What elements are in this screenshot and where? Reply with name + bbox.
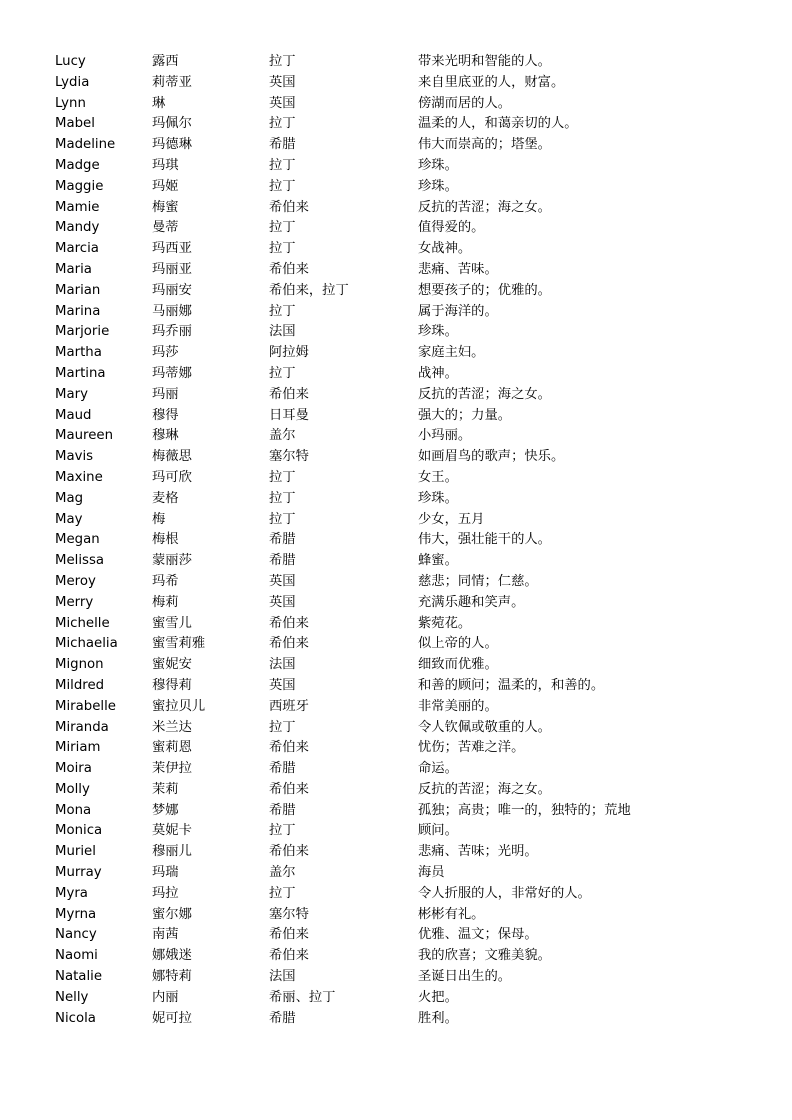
chinese-name: 玛佩尔: [152, 116, 192, 132]
name-meaning: 珍珠。: [418, 490, 458, 506]
name-meaning: 女王。: [418, 469, 458, 485]
chinese-name: 玛莎: [152, 345, 179, 361]
name-meaning: 温柔的人，和蔼亲切的人。: [418, 116, 578, 132]
english-name: Martha: [55, 345, 102, 361]
english-name: Nicola: [55, 1010, 96, 1026]
chinese-name: 梅莉: [152, 594, 179, 610]
chinese-name: 蜜雪莉雅: [152, 636, 206, 652]
english-name: Madge: [55, 157, 100, 173]
chinese-name: 茉伊拉: [152, 761, 192, 777]
name-origin: 拉丁: [269, 303, 296, 319]
name-origin: 拉丁: [269, 220, 296, 236]
english-name: Megan: [55, 532, 100, 548]
name-meaning: 顾问。: [418, 823, 458, 839]
table-row: [55, 385, 755, 406]
name-meaning: 珍珠。: [418, 324, 458, 340]
chinese-name: 梅蜜: [152, 199, 179, 215]
chinese-name: 蒙丽莎: [152, 553, 192, 569]
name-meaning: 和善的顾问；温柔的，和善的。: [418, 677, 605, 693]
name-meaning: 火把。: [418, 989, 458, 1005]
name-origin: 希腊: [269, 137, 296, 153]
name-origin: 希伯来: [269, 948, 309, 964]
english-name: Marina: [55, 303, 101, 319]
name-origin: 阿拉姆: [269, 345, 309, 361]
chinese-name: 玛瑞: [152, 865, 179, 881]
table-row: [55, 468, 755, 489]
english-name: Mignon: [55, 657, 104, 673]
chinese-name: 妮可拉: [152, 1010, 192, 1026]
table-row: [55, 1009, 755, 1030]
table-row: [55, 426, 755, 447]
chinese-name: 露西: [152, 54, 179, 69]
table-row: [55, 135, 755, 156]
name-origin: 英国: [269, 573, 296, 589]
table-row: [55, 780, 755, 801]
name-meaning: 家庭主妇。: [418, 345, 485, 361]
name-origin: 法国: [269, 657, 296, 673]
chinese-name: 玛拉: [152, 885, 179, 901]
name-meaning: 胜利。: [418, 1010, 458, 1026]
name-origin: 日耳曼: [269, 407, 309, 423]
english-name: Michelle: [55, 615, 110, 631]
english-name: Muriel: [55, 844, 96, 860]
chinese-name: 玛丽亚: [152, 261, 192, 277]
english-name: May: [55, 511, 83, 527]
name-meaning: 非常美丽的。: [418, 698, 498, 714]
name-meaning: 反抗的苦涩；海之女。: [418, 386, 551, 402]
name-meaning: 忧伤；苦难之洋。: [418, 740, 525, 756]
name-origin: 拉丁: [269, 823, 296, 839]
name-origin: 拉丁: [269, 469, 296, 485]
table-row: [55, 322, 755, 343]
table-row: [55, 821, 755, 842]
chinese-name: 玛琪: [152, 157, 179, 173]
name-meaning: 令人折服的人，非常好的人。: [418, 885, 591, 901]
chinese-name: 穆琳: [152, 428, 179, 444]
chinese-name: 麦格: [152, 490, 179, 506]
chinese-name: 玛丽安: [152, 282, 192, 298]
table-row: [55, 967, 755, 988]
english-name: Martina: [55, 365, 106, 381]
name-origin: 西班牙: [269, 698, 309, 714]
english-name: Mona: [55, 802, 92, 818]
name-meaning: 珍珠。: [418, 157, 458, 173]
name-origin: 英国: [269, 594, 296, 610]
name-origin: 拉丁: [269, 116, 296, 132]
english-name: Mamie: [55, 199, 100, 215]
english-name: Miranda: [55, 719, 109, 735]
table-row: [55, 406, 755, 427]
name-origin: 希伯来: [269, 261, 309, 277]
name-meaning: 悲痛、苦味。: [418, 261, 498, 277]
chinese-name: 娜娥迷: [152, 948, 192, 964]
table-row: [55, 447, 755, 468]
english-name: Mavis: [55, 449, 94, 465]
table-row: [55, 94, 755, 115]
english-name: Miriam: [55, 740, 101, 756]
name-meaning: 值得爱的。: [418, 220, 485, 236]
english-name: Maria: [55, 261, 92, 277]
english-name: Madeline: [55, 137, 116, 153]
table-row: [55, 364, 755, 385]
chinese-name: 内丽: [152, 989, 179, 1005]
chinese-name: 蜜拉贝儿: [152, 698, 206, 714]
table-row: [55, 655, 755, 676]
chinese-name: 蜜雪儿: [152, 615, 192, 631]
name-origin: 希腊: [269, 1010, 296, 1026]
table-row: [55, 530, 755, 551]
english-name: Lynn: [55, 95, 86, 111]
english-name: Naomi: [55, 948, 98, 964]
english-name: Monica: [55, 823, 103, 839]
english-name: Natalie: [55, 969, 103, 985]
english-name: Mildred: [55, 677, 105, 693]
name-meaning: 傍湖而居的人。: [418, 95, 512, 111]
table-row: [55, 572, 755, 593]
table-row: [55, 510, 755, 531]
chinese-name: 茉莉: [152, 781, 179, 797]
name-meaning: 充满乐趣和笑声。: [418, 594, 525, 610]
table-row: [55, 218, 755, 239]
table-row: [55, 884, 755, 905]
chinese-name: 莫妮卡: [152, 823, 192, 839]
name-origin: 英国: [269, 677, 296, 693]
table-row: [55, 946, 755, 967]
table-row: [55, 114, 755, 135]
english-name: Mag: [55, 490, 84, 506]
english-name: Lydia: [55, 74, 90, 90]
table-row: [55, 489, 755, 510]
name-meaning: 带来光明和智能的人。: [418, 54, 551, 69]
table-row: [55, 593, 755, 614]
name-origin: 希腊: [269, 761, 296, 777]
table-row: [55, 925, 755, 946]
name-origin: 希伯来: [269, 636, 309, 652]
english-name: Mandy: [55, 220, 100, 236]
chinese-name: 曼蒂: [152, 220, 179, 236]
name-origin: 英国: [269, 95, 296, 111]
table-row: [55, 156, 755, 177]
english-name: Marjorie: [55, 324, 110, 340]
name-meaning: 如画眉鸟的歌声；快乐。: [418, 449, 565, 465]
english-name: Myrna: [55, 906, 97, 922]
english-name: Maggie: [55, 178, 104, 194]
name-origin: 拉丁: [269, 365, 296, 381]
name-meaning: 属于海洋的。: [418, 303, 498, 319]
table-row: [55, 73, 755, 94]
english-name: Maxine: [55, 469, 103, 485]
table-row: [55, 52, 755, 73]
table-row: [55, 260, 755, 281]
chinese-name: 梦娜: [152, 802, 179, 818]
english-name: Lucy: [55, 54, 86, 69]
name-meaning: 圣诞日出生的。: [418, 969, 512, 985]
name-meaning: 强大的；力量。: [418, 407, 512, 423]
table-row: [55, 718, 755, 739]
table-row: [55, 551, 755, 572]
table-row: [55, 905, 755, 926]
chinese-name: 琳: [152, 95, 166, 111]
name-meaning: 命运。: [418, 761, 458, 777]
english-name: Murray: [55, 865, 102, 881]
name-origin: 塞尔特: [269, 449, 309, 465]
name-meaning: 令人钦佩或敬重的人。: [418, 719, 551, 735]
name-origin: 希伯来，拉丁: [269, 282, 349, 298]
english-name: Mirabelle: [55, 698, 116, 714]
name-origin: 希伯来: [269, 740, 309, 756]
table-row: [55, 676, 755, 697]
name-meaning: 伟大，强壮能干的人。: [418, 532, 551, 548]
name-origin: 希腊: [269, 553, 296, 569]
name-origin: 拉丁: [269, 490, 296, 506]
table-row: [55, 738, 755, 759]
name-meaning: 蜂蜜。: [418, 553, 458, 569]
chinese-name: 梅薇思: [152, 449, 192, 465]
name-meaning: 珍珠。: [418, 178, 458, 194]
name-meaning: 细致而优雅。: [418, 657, 498, 673]
name-meaning: 孤独；高贵；唯一的，独特的；荒地: [418, 802, 631, 818]
name-meaning: 优雅、温文；保母。: [418, 927, 538, 943]
table-row: [55, 697, 755, 718]
name-origin: 拉丁: [269, 885, 296, 901]
name-meaning: 反抗的苦涩；海之女。: [418, 199, 551, 215]
table-row: [55, 177, 755, 198]
english-name: Marian: [55, 282, 101, 298]
chinese-name: 玛丽: [152, 386, 179, 402]
table-row: [55, 842, 755, 863]
name-meaning: 海员: [418, 865, 445, 881]
table-row: [55, 239, 755, 260]
chinese-name: 蜜莉恩: [152, 740, 192, 756]
name-meaning: 悲痛、苦味；光明。: [418, 844, 538, 860]
english-name: Myra: [55, 885, 88, 901]
chinese-name: 蜜妮安: [152, 657, 192, 673]
table-row: [55, 302, 755, 323]
table-row: [55, 281, 755, 302]
name-origin: 希伯来: [269, 386, 309, 402]
chinese-name: 莉蒂亚: [152, 74, 192, 90]
english-name: Mary: [55, 386, 88, 402]
name-meaning: 似上帝的人。: [418, 636, 498, 652]
table-row: [55, 634, 755, 655]
chinese-name: 穆丽儿: [152, 844, 192, 860]
chinese-name: 穆得: [152, 407, 179, 423]
english-name: Michaelia: [55, 636, 118, 652]
name-origin: 希伯来: [269, 781, 309, 797]
name-meaning: 想要孩子的；优雅的。: [418, 282, 551, 298]
name-meaning: 我的欣喜；文雅美貌。: [418, 948, 551, 964]
name-meaning: 小玛丽。: [418, 428, 472, 444]
name-origin: 法国: [269, 969, 296, 985]
name-meaning: 女战神。: [418, 241, 472, 257]
name-meaning: 紫菀花。: [418, 615, 472, 631]
name-origin: 希伯来: [269, 927, 309, 943]
name-origin: 拉丁: [269, 54, 296, 69]
name-origin: 拉丁: [269, 178, 296, 194]
chinese-name: 玛希: [152, 573, 179, 589]
name-meaning: 伟大而崇高的；塔堡。: [418, 137, 551, 153]
table-row: [55, 863, 755, 884]
chinese-name: 梅: [152, 511, 166, 527]
name-meaning: 彬彬有礼。: [418, 906, 485, 922]
chinese-name: 玛德琳: [152, 137, 192, 153]
chinese-name: 玛可欣: [152, 469, 192, 485]
table-row: [55, 759, 755, 780]
chinese-name: 米兰达: [152, 719, 192, 735]
name-origin: 法国: [269, 324, 296, 340]
name-origin: 拉丁: [269, 241, 296, 257]
name-origin: 希腊: [269, 802, 296, 818]
english-name: Mabel: [55, 116, 95, 132]
table-row: [55, 614, 755, 635]
name-meaning: 反抗的苦涩；海之女。: [418, 781, 551, 797]
name-origin: 希伯来: [269, 199, 309, 215]
name-origin: 盖尔: [269, 428, 296, 444]
chinese-name: 玛姬: [152, 178, 179, 194]
name-meaning: 战神。: [418, 365, 458, 381]
english-name: Maud: [55, 407, 92, 423]
english-name: Nelly: [55, 989, 89, 1005]
table-row: [55, 343, 755, 364]
name-origin: 拉丁: [269, 511, 296, 527]
english-name: Molly: [55, 781, 90, 797]
name-origin: 拉丁: [269, 157, 296, 173]
name-origin: 希伯来: [269, 615, 309, 631]
table-row: [55, 198, 755, 219]
name-meaning: 来自里底亚的人，财富。: [418, 74, 565, 90]
english-name: Nancy: [55, 927, 97, 943]
name-origin: 希伯来: [269, 844, 309, 860]
chinese-name: 玛乔丽: [152, 324, 192, 340]
name-origin: 拉丁: [269, 719, 296, 735]
name-origin: 英国: [269, 74, 296, 90]
english-name: Moira: [55, 761, 92, 777]
chinese-name: 玛西亚: [152, 241, 192, 257]
chinese-name: 穆得莉: [152, 677, 192, 693]
name-origin: 希丽、拉丁: [269, 989, 336, 1005]
name-list-table: [55, 52, 755, 1029]
chinese-name: 玛蒂娜: [152, 365, 192, 381]
table-row: [55, 801, 755, 822]
chinese-name: 娜特莉: [152, 969, 192, 985]
chinese-name: 梅根: [152, 532, 179, 548]
name-origin: 塞尔特: [269, 906, 309, 922]
name-meaning: 少女，五月: [418, 511, 485, 527]
english-name: Melissa: [55, 553, 105, 569]
name-meaning: 慈悲；同情；仁慈。: [418, 573, 538, 589]
chinese-name: 马丽娜: [152, 303, 192, 319]
chinese-name: 蜜尔娜: [152, 906, 192, 922]
name-origin: 希腊: [269, 532, 296, 548]
table-row: [55, 988, 755, 1009]
english-name: Merry: [55, 594, 94, 610]
english-name: Marcia: [55, 241, 99, 257]
english-name: Meroy: [55, 573, 96, 589]
name-origin: 盖尔: [269, 865, 296, 881]
chinese-name: 南茜: [152, 927, 179, 943]
english-name: Maureen: [55, 428, 114, 444]
